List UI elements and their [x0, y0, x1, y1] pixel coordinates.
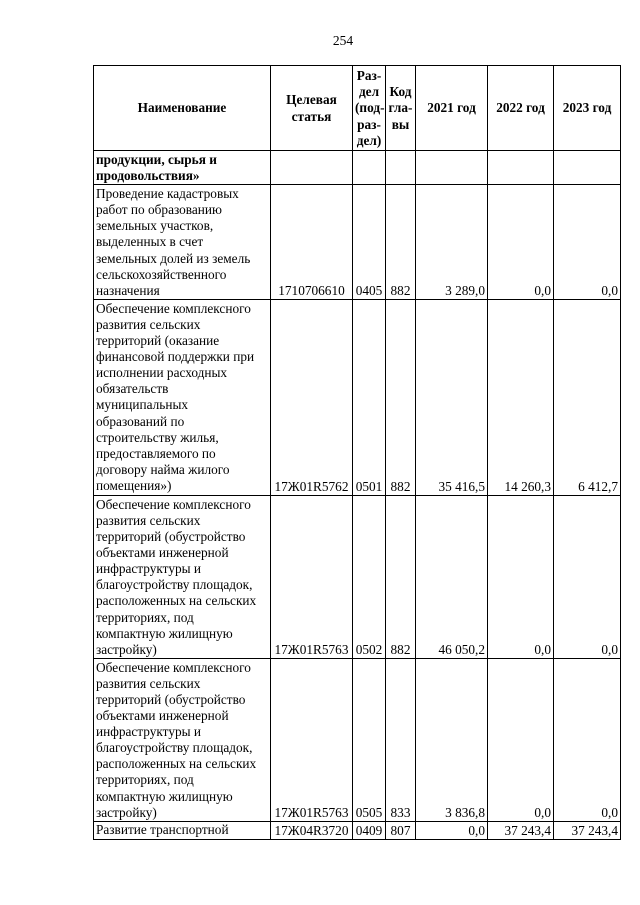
column-header-section	[353, 66, 386, 151]
text-line: Развитие транспортной	[96, 821, 229, 837]
text-lines	[96, 822, 268, 838]
cell-name	[94, 821, 271, 839]
text-line: продукции, сырья и	[96, 152, 217, 167]
cell-section: 0502	[353, 495, 386, 658]
cell-2021: 0,0	[416, 821, 488, 839]
text-line: Обеспечение комплексного	[96, 659, 251, 675]
text-line: Целевая	[286, 92, 337, 108]
cell-chapter-code: 882	[386, 299, 416, 495]
cell-name	[94, 151, 271, 185]
column-header-2021	[416, 66, 488, 151]
cell-2022: 37 243,4	[488, 821, 554, 839]
cell-2022: 0,0	[488, 658, 554, 821]
budget-table	[93, 65, 621, 840]
cell-2023: 0,0	[554, 495, 621, 658]
text-line: развития сельских	[96, 316, 201, 332]
text-line: дел	[358, 84, 380, 100]
table-row	[94, 821, 621, 839]
text-line: 2023 год	[562, 100, 612, 116]
cell-2022: 0,0	[488, 495, 554, 658]
column-header-2023	[554, 66, 621, 151]
table-row	[94, 151, 621, 185]
text-line: территориях, под	[96, 609, 194, 625]
cell-2023: 0,0	[554, 658, 621, 821]
cell-2021: 3 289,0	[416, 185, 488, 300]
text-line: Наименование	[137, 100, 227, 116]
cell-2022	[488, 151, 554, 185]
text-line: финансовой поддержки при	[96, 349, 255, 365]
text-line: территориях, под	[96, 772, 194, 788]
text-line: раз-	[357, 116, 381, 132]
text-line: строительству жилья,	[96, 429, 219, 445]
text-line: территорий (оказание	[96, 333, 220, 349]
text-lines	[490, 100, 551, 116]
cell-2022: 14 260,3	[488, 299, 554, 495]
table-row	[94, 658, 621, 821]
text-line: развития сельских	[96, 675, 201, 691]
text-line: развития сельских	[96, 512, 201, 528]
text-line: компактную жилищную	[96, 625, 233, 641]
table-row	[94, 495, 621, 658]
text-line: инфраструктуры и	[96, 724, 201, 740]
cell-chapter-code: 833	[386, 658, 416, 821]
text-line: дел)	[356, 132, 382, 148]
text-line: объектами инженерной	[96, 708, 229, 724]
text-lines	[96, 100, 268, 116]
cell-target-article: 17Ж04R3720	[271, 821, 353, 839]
text-line: договору найма жилого	[96, 461, 230, 477]
cell-2023: 0,0	[554, 185, 621, 300]
cell-target-article: 1710706610	[271, 185, 353, 300]
cell-chapter-code	[386, 151, 416, 185]
cell-name	[94, 495, 271, 658]
page-number: 254	[332, 33, 354, 48]
text-lines	[388, 84, 413, 132]
cell-2021: 3 836,8	[416, 658, 488, 821]
cell-section: 0409	[353, 821, 386, 839]
column-header-chapter-code	[386, 66, 416, 151]
table-row	[94, 185, 621, 300]
cell-target-article: 17Ж01R5763	[271, 658, 353, 821]
text-lines	[96, 301, 268, 494]
text-line: благоустройству площадок,	[96, 740, 253, 756]
table-row	[94, 299, 621, 495]
cell-target-article: 17Ж01R5763	[271, 495, 353, 658]
cell-name	[94, 185, 271, 300]
text-line: земельных участков,	[96, 218, 214, 234]
cell-name	[94, 299, 271, 495]
text-line: сельскохозяйственного	[96, 266, 227, 282]
text-line: статья	[291, 108, 332, 124]
text-lines	[418, 100, 485, 116]
text-line: муниципальных	[96, 397, 189, 413]
cell-2021: 46 050,2	[416, 495, 488, 658]
text-line: компактную жилищную	[96, 788, 233, 804]
column-header-2022	[488, 66, 554, 151]
text-line: 2021 год	[427, 100, 476, 116]
text-line: Код	[389, 84, 412, 100]
cell-2023	[554, 151, 621, 185]
cell-2022: 0,0	[488, 185, 554, 300]
table-header-row	[94, 66, 621, 151]
text-line: исполнении расходных	[96, 365, 228, 381]
text-line: Проведение кадастровых	[96, 186, 239, 202]
cell-2023: 6 412,7	[554, 299, 621, 495]
text-line: образований по	[96, 413, 185, 429]
cell-2021	[416, 151, 488, 185]
cell-section	[353, 151, 386, 185]
column-header-target-article	[271, 66, 353, 151]
text-line: предоставляемого по	[96, 445, 216, 461]
text-line: обязательств	[96, 381, 169, 397]
text-line: выделенных в счет	[96, 234, 204, 250]
cell-section: 0405	[353, 185, 386, 300]
cell-2021: 35 416,5	[416, 299, 488, 495]
text-line: инфраструктуры и	[96, 561, 201, 577]
text-line: вы	[391, 116, 410, 132]
cell-section: 0501	[353, 299, 386, 495]
cell-target-article	[271, 151, 353, 185]
text-line: расположенных на сельских	[96, 756, 257, 772]
cell-2023: 37 243,4	[554, 821, 621, 839]
text-line: земельных долей из земель	[96, 250, 251, 266]
text-line: (под-	[355, 100, 385, 116]
text-lines	[273, 92, 350, 124]
cell-chapter-code: 882	[386, 185, 416, 300]
text-lines	[556, 100, 618, 116]
text-line: территорий (обустройство	[96, 529, 246, 545]
column-header-name	[94, 66, 271, 151]
text-line: Обеспечение комплексного	[96, 300, 251, 316]
text-line: застройку)	[96, 641, 157, 657]
cell-chapter-code: 807	[386, 821, 416, 839]
text-line: 2022 год	[496, 100, 545, 116]
cell-target-article: 17Ж01R5762	[271, 299, 353, 495]
cell-chapter-code: 882	[386, 495, 416, 658]
text-lines	[96, 660, 268, 821]
text-line: благоустройству площадок,	[96, 577, 253, 593]
text-line: территорий (обустройство	[96, 691, 246, 707]
text-line: Обеспечение комплексного	[96, 496, 251, 512]
text-line: гла-	[388, 100, 413, 116]
text-line: расположенных на сельских	[96, 593, 257, 609]
text-line: помещения»)	[96, 477, 172, 493]
text-line: застройку)	[96, 804, 157, 820]
text-line: работ по образованию	[96, 202, 222, 218]
text-line: объектами инженерной	[96, 545, 229, 561]
text-line: Раз-	[356, 68, 382, 84]
cell-name	[94, 658, 271, 821]
cell-section: 0505	[353, 658, 386, 821]
text-lines	[96, 186, 268, 299]
text-line: назначения	[96, 282, 160, 298]
text-lines	[96, 152, 268, 184]
text-lines	[96, 497, 268, 658]
text-line: продовольствия»	[96, 168, 200, 184]
text-lines	[355, 68, 383, 148]
